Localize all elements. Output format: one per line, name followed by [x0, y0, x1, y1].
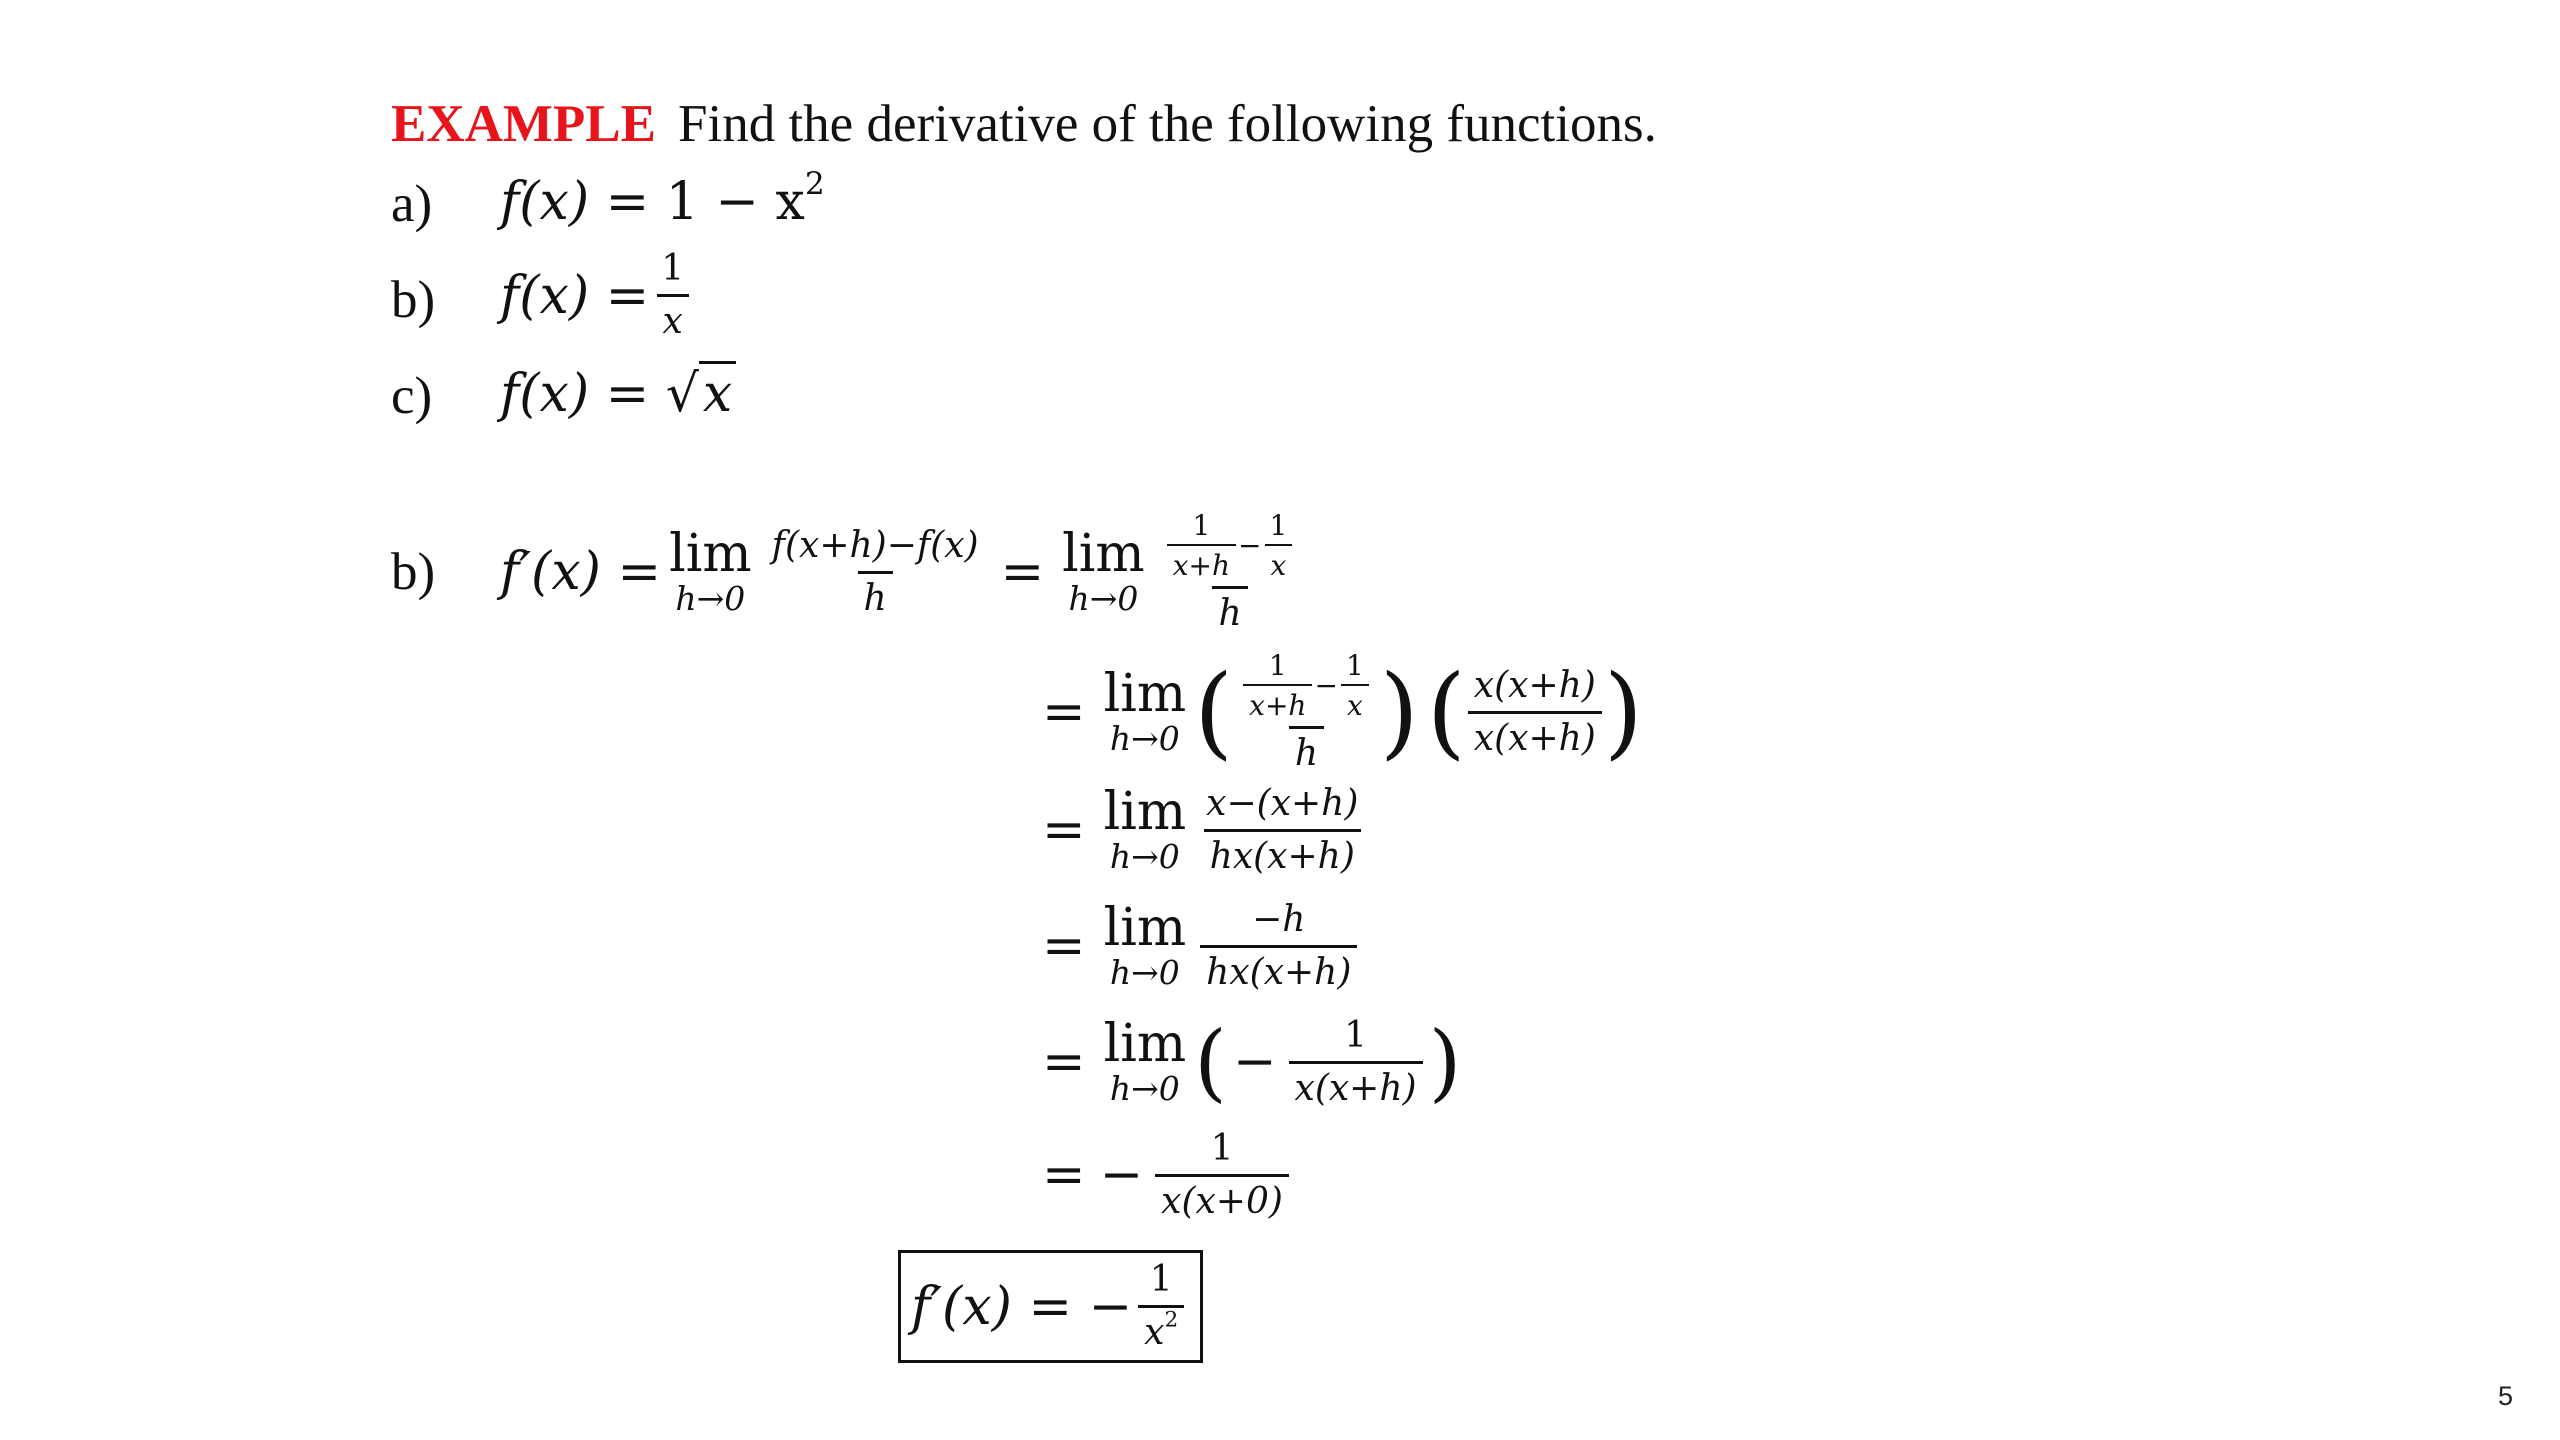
fraction-numerator: 1 [661, 248, 685, 289]
lim-subscript: h→0 [1109, 953, 1180, 992]
lim-subscript: h→0 [1109, 1069, 1180, 1108]
problem-b-lhs: f(x) = [500, 265, 650, 326]
inner-denominator: x+h [1243, 684, 1312, 722]
result-denominator-base: x [1144, 1312, 1165, 1353]
right-paren: ) [1379, 653, 1419, 770]
problem-c-lhs: f(x) = [500, 364, 666, 424]
solution-line-5 [1042, 1002, 1461, 1122]
limit-operator [1062, 524, 1145, 618]
result-numerator: 1 [1149, 1259, 1173, 1300]
limit-operator [1103, 1014, 1187, 1108]
inner-numerator: 1 [1192, 508, 1211, 542]
minus-sign: − [1238, 528, 1262, 562]
solution-line-3 [1042, 770, 1370, 890]
fraction-denominator: x [657, 294, 689, 343]
step-fraction [1200, 783, 1364, 878]
inner-denominator: x [1341, 684, 1369, 722]
equals-sign: = [1000, 542, 1045, 602]
equals-sign: = [1042, 682, 1086, 742]
step-numerator: x−(x+h) [1206, 782, 1359, 824]
radical-sign: √ [665, 364, 699, 424]
solution-line-4 [1042, 886, 1363, 1006]
solution-label: b) [391, 543, 436, 601]
inner-denominator: x+h [1167, 544, 1236, 582]
lim-subscript: h→0 [1109, 837, 1180, 876]
problem-c-expression [500, 362, 736, 426]
complex-fraction-denominator: h [1212, 586, 1247, 635]
example-heading [391, 92, 1657, 156]
equals-sign: = [1042, 1032, 1086, 1092]
result-denominator [1138, 1305, 1184, 1354]
inner-numerator: 1 [1345, 648, 1364, 682]
multiplier-denominator: x(x+h) [1468, 711, 1602, 760]
limit-operator [1103, 782, 1187, 876]
limit-operator [1103, 664, 1187, 758]
difference-quotient-numerator: f(x+h)−f(x) [771, 524, 979, 566]
complex-fraction-numerator [1235, 650, 1378, 726]
lim-word: lim [1103, 898, 1187, 958]
example-keyword: EXAMPLE [391, 95, 656, 153]
heading-text: Find the derivative of the following functions. [678, 95, 1657, 153]
lim-word: lim [669, 524, 752, 584]
step-denominator: x(x+0) [1155, 1174, 1289, 1223]
complex-fraction-numerator [1159, 510, 1302, 586]
lim-subscript: h→0 [1068, 579, 1139, 618]
step-denominator: hx(x+h) [1200, 945, 1357, 994]
minus-sign: − [1099, 1145, 1144, 1205]
problem-c-label: c) [391, 367, 433, 425]
complex-fraction [1235, 650, 1378, 775]
problem-b-fraction [655, 248, 690, 343]
inner-fraction [1340, 650, 1370, 722]
right-paren: ) [1603, 653, 1643, 770]
step-numerator: −h [1252, 898, 1306, 940]
inner-numerator: 1 [1269, 508, 1288, 542]
lim-word: lim [1103, 1014, 1187, 1074]
problem-a-exponent: 2 [804, 166, 825, 203]
radicand: x [699, 361, 736, 424]
minus-sign: − [1232, 1032, 1277, 1092]
lim-subscript: h→0 [675, 579, 746, 618]
result-lhs: f′(x) = − [911, 1276, 1133, 1337]
problem-a-lhs: f(x) = [500, 172, 666, 232]
limit-operator [669, 524, 752, 618]
lim-word: lim [1103, 782, 1187, 842]
problem-b-label: b) [391, 271, 436, 329]
lim-word: lim [1062, 524, 1145, 584]
left-paren: ( [1194, 653, 1234, 770]
inner-denominator: x [1265, 544, 1293, 582]
multiplier-fraction [1468, 665, 1602, 760]
problem-b-expression [500, 248, 696, 343]
right-paren: ) [1428, 1013, 1462, 1111]
inner-fraction [1167, 510, 1236, 582]
inner-fraction [1264, 510, 1294, 582]
result-box [898, 1250, 1203, 1363]
step-denominator: x(x+h) [1289, 1061, 1423, 1110]
inner-fraction [1243, 650, 1312, 722]
result-box-frame [898, 1250, 1203, 1363]
result-fraction [1138, 1259, 1184, 1354]
left-paren: ( [1194, 1013, 1227, 1111]
step-numerator: 1 [1210, 1127, 1234, 1169]
step-fraction [1155, 1128, 1289, 1223]
solution-line-2 [1042, 632, 1643, 792]
left-paren: ( [1426, 653, 1466, 770]
minus-sign: − [1314, 668, 1338, 702]
limit-operator [1103, 898, 1187, 992]
problem-a-rhs: 1 − x [665, 172, 805, 232]
page-number: 5 [2497, 1381, 2513, 1411]
step-denominator: hx(x+h) [1204, 829, 1361, 878]
solution-lhs: f′(x) = [500, 542, 662, 602]
step-fraction [1289, 1015, 1423, 1110]
step-numerator: 1 [1344, 1014, 1367, 1056]
problem-a-label: a) [391, 175, 433, 233]
complex-fraction [1159, 510, 1302, 635]
lim-subscript: h→0 [1109, 719, 1180, 758]
problem-a-expression [500, 166, 825, 234]
multiplier-numerator: x(x+h) [1473, 664, 1596, 706]
lim-word: lim [1103, 664, 1187, 724]
equals-sign: = [1042, 800, 1086, 860]
equals-sign: = [1042, 1145, 1086, 1205]
result-exponent: 2 [1164, 1307, 1179, 1333]
solution-line-1 [500, 492, 1307, 652]
equals-sign: = [1042, 916, 1086, 976]
difference-quotient [766, 525, 985, 620]
step-fraction [1200, 899, 1357, 994]
inner-numerator: 1 [1268, 648, 1287, 682]
solution-line-6 [1042, 1120, 1295, 1230]
difference-quotient-denominator: h [858, 571, 893, 620]
complex-fraction-denominator: h [1289, 726, 1324, 775]
